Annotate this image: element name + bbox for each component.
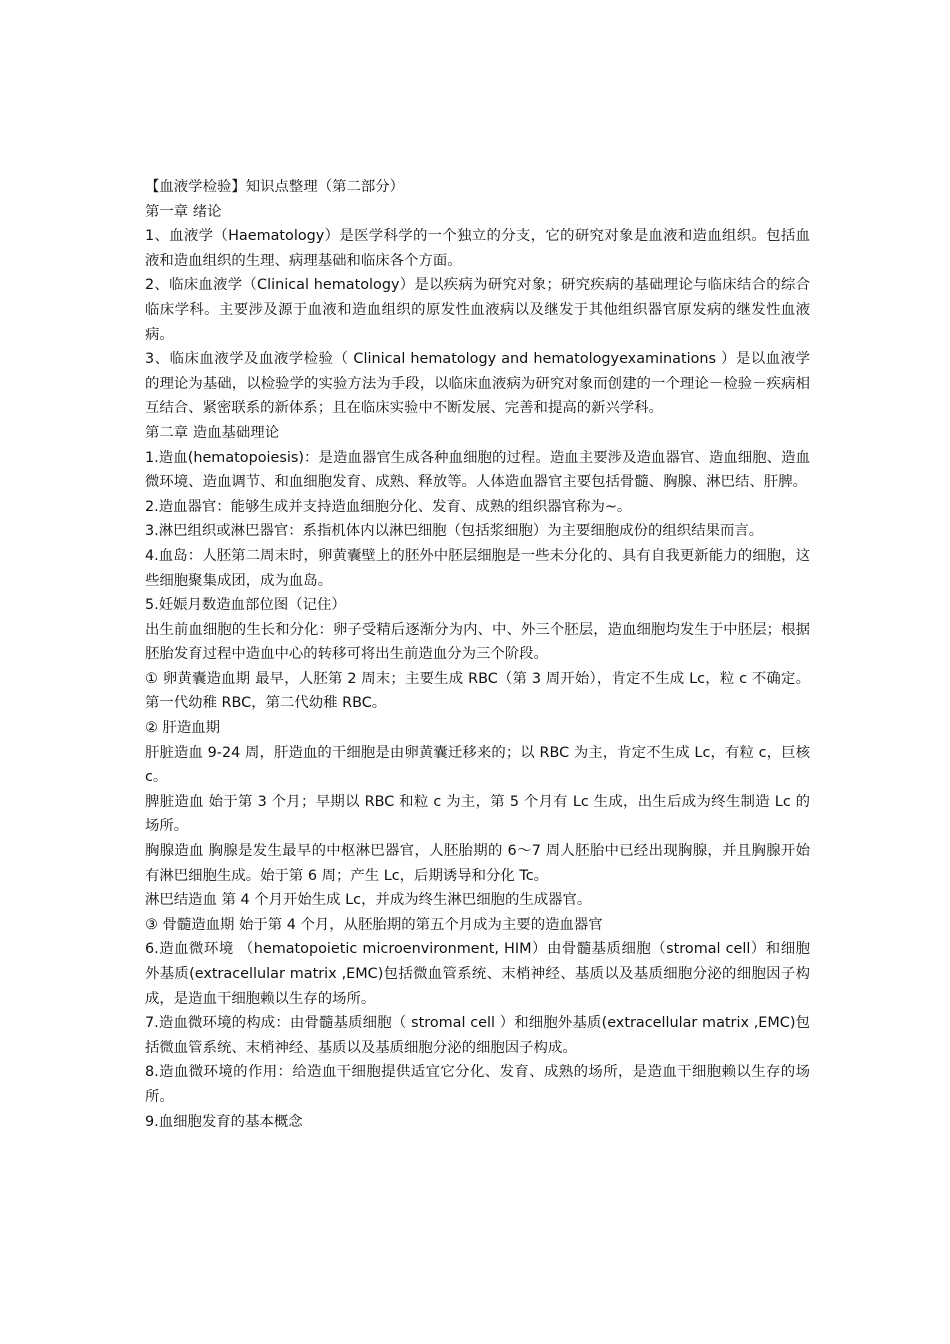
paragraph: 8.造血微环境的作用：给造血干细胞提供适宜它分化、发育、成熟的场所，是造血干细胞赖以生存的场所。 xyxy=(145,1064,810,1105)
paragraph: 6.造血微环境 （hematopoietic microenvironment, HIM）由骨髓基质细胞（stromal cell）和细胞外基质(extracellular matrix ,EMC)包括微血管系统、末梢神经、基质以及基质细胞分泌的细胞因子构成，是造血干细胞赖以生存的场所。 xyxy=(145,941,810,1007)
paragraph: 1.造血(hematopoiesis)：是造血器官生成各种血细胞的过程。造血主要涉及造血器官、造血细胞、造血微环境、造血调节、和血细胞发育、成熟、释放等。人体造血器官主要包括骨髓、胸腺、淋巴结、肝脾。 xyxy=(145,449,810,491)
paragraph: 9.血细胞发育的基本概念 xyxy=(145,1113,303,1130)
paragraph: 肝脏造血 9-24 周，肝造血的干细胞是由卵黄囊迁移来的；以 RBC 为主，肯定不生成 Lc，有粒 c，巨核 c。 xyxy=(145,744,810,786)
paragraph: 4.血岛：人胚第二周末时，卵黄囊壁上的胚外中胚层细胞是一些未分化的、具有自我更新能力的细胞，这些细胞聚集成团，成为血岛。 xyxy=(145,547,810,589)
document-title: 【血液学检验】知识点整理（第二部分） xyxy=(145,179,405,195)
paragraph: 7.造血微环境的构成：由骨髓基质细胞（ stromal cell ）和细胞外基质(extracellular matrix ,EMC)包括微血管系统、末梢神经、基质以及基质细胞分泌的细胞因子构成。 xyxy=(145,1015,810,1056)
paragraph: 出生前血细胞的生长和分化：卵子受精后逐渐分为内、中、外三个胚层，造血细胞均发生于中胚层；根据胚胎发育过程中造血中心的转移可将出生前造血分为三个阶段。 xyxy=(145,621,810,663)
paragraph: ① 卵黄囊造血期 最早，人胚第 2 周末；主要生成 RBC（第 3 周开始），肯定不生成 Lc，粒 c 不确定。第一代幼稚 RBC，第二代幼稚 RBC。 xyxy=(145,670,810,712)
paragraph: ② 肝造血期 xyxy=(145,720,221,737)
paragraph: 3.淋巴组织或淋巴器官：系指机体内以淋巴细胞（包括浆细胞）为主要细胞成份的组织结果而言。 xyxy=(145,523,764,540)
chapter-heading: 第二章 造血基础理论 xyxy=(145,424,280,441)
paragraph: 2.造血器官：能够生成并支持造血细胞分化、发育、成熟的组织器官称为~。 xyxy=(145,498,632,515)
paragraph: 1、血液学（Haematology）是医学科学的一个独立的分支，它的研究对象是血液和造血组织。包括血液和造血组织的生理、病理基础和临床各个方面。 xyxy=(145,228,810,269)
paragraph: 脾脏造血 始于第 3 个月；早期以 RBC 和粒 c 为主，第 5 个月有 Lc 生成，出生后成为终生制造 Lc 的场所。 xyxy=(145,793,810,835)
paragraph: ③ 骨髓造血期 始于第 4 个月，从胚胎期的第五个月成为主要的造血器官 xyxy=(145,916,603,933)
paragraph: 淋巴结造血 第 4 个月开始生成 Lc，并成为终生淋巴细胞的生成器官。 xyxy=(145,892,592,909)
document-page xyxy=(145,175,810,1134)
paragraph: 胸腺造血 胸腺是发生最早的中枢淋巴器官，人胚胎期的 6～7 周人胚胎中已经出现胸腺，并且胸腺开始有淋巴细胞生成。始于第 6 周；产生 Lc，后期诱导和分化 Tc。 xyxy=(145,843,810,884)
paragraph: 2、临床血液学（Clinical hematology）是以疾病为研究对象；研究疾病的基础理论与临床结合的综合临床学科。主要涉及源于血液和造血组织的原发性血液病以及继发于其他组织器官原发病的继发性血液病。 xyxy=(145,277,810,343)
paragraph: 5.妊娠月数造血部位图（记住） xyxy=(145,597,346,614)
chapter-heading: 第一章 绪论 xyxy=(145,203,222,220)
paragraph: 3、临床血液学及血液学检验（ Clinical hematology and hematologyexaminations ）是以血液学的理论为基础，以检验学的实验方法为手段，以临床血液病为研究对象而创建的一个理论－检验－疾病相互结合、紧密联系的新体系；且在临床实验中不断发展、完善和提高的新兴学科。 xyxy=(145,351,810,417)
